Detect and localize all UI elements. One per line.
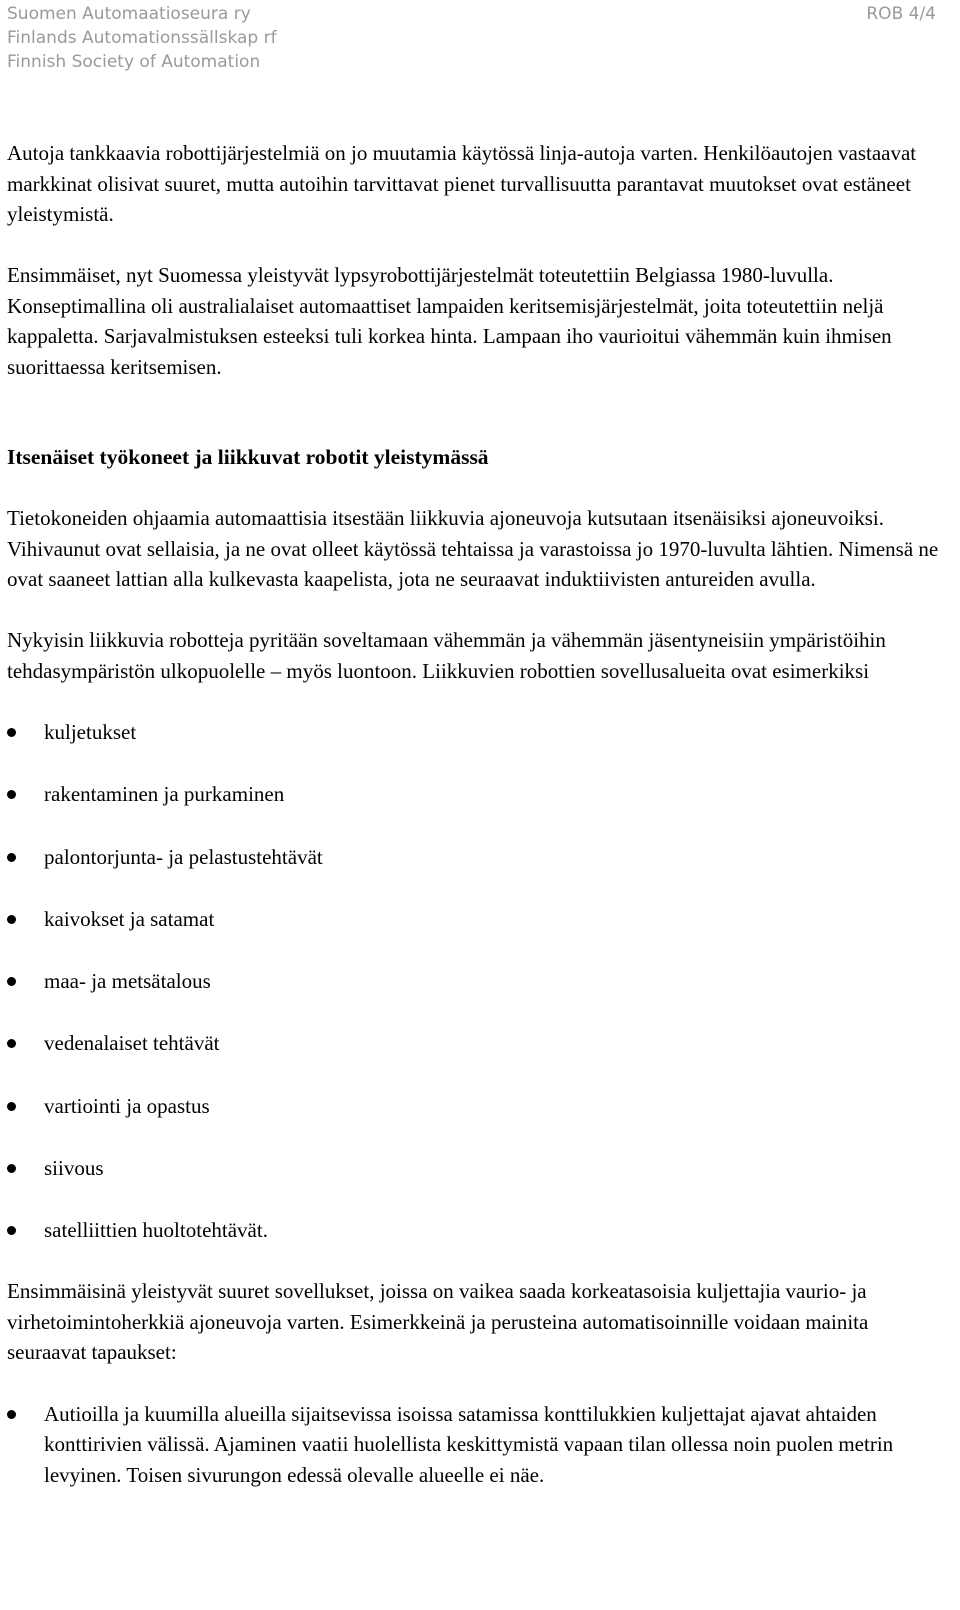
bullet-icon bbox=[7, 915, 16, 924]
bullet-icon bbox=[7, 1102, 16, 1111]
bullet-icon bbox=[7, 1039, 16, 1048]
bullet-icon bbox=[7, 1410, 16, 1419]
page-label: ROB 4/4 bbox=[866, 4, 936, 24]
bullet-icon bbox=[7, 977, 16, 986]
bullet-icon bbox=[7, 790, 16, 799]
paragraph-autonomous-vehicles: Tietokoneiden ohjaamia automaattisia itsestään liikkuvia ajoneuvoja kutsutaan itsenäisiksi ajoneuvoiksi. Vihivaunut ovat sellaisia, ja ne ovat olleet käytössä tehtaissa ja varastoissa jo 1970-luvulta lähtien. Nimensä ne ovat saaneet lattian alla kulkevasta kaapelista, jota ne seuraavat induktiivisten antureiden avulla. bbox=[7, 506, 939, 591]
paragraph-milking-robots: Ensimmäiset, nyt Suomessa yleistyvät lypsyrobottijärjestelmät toteutettiin Belgiassa 1980-luvulla. Konseptimallina oli australialaiset automaattiset lampaiden keritsemisjärjestelmät, joita toteutettiin neljä kappaletta. Sarjavalmistuksen esteeksi tuli korkea hinta. Lampaan iho vaurioitui vähemmän kuin ihmisen suorittaessa keritsemisen. bbox=[7, 263, 892, 379]
bullet-icon bbox=[7, 1164, 16, 1173]
org-name-english: Finnish Society of Automation bbox=[7, 52, 261, 72]
list-item: vartiointi ja opastus bbox=[7, 1091, 947, 1153]
org-name-finnish: Suomen Automaatioseura ry bbox=[7, 4, 251, 24]
bullet-icon bbox=[7, 1226, 16, 1235]
list-item: vedenalaiset tehtävät bbox=[7, 1028, 947, 1090]
paragraph-refueling-robots: Autoja tankkaavia robottijärjestelmiä on jo muutamia käytössä linja-autoja varten. Henkilöautojen vastaavat markkinat olisivat suuret, mutta autoihin tarvittavat pienet turvallisuutta parantavat muutokset ovat estäneet yleistymistä. bbox=[7, 141, 917, 226]
section-heading: Itsenäiset työkoneet ja liikkuvat robotit yleistymässä bbox=[7, 445, 489, 469]
list-item: maa- ja metsätalous bbox=[7, 966, 947, 1028]
document-body bbox=[7, 138, 947, 1490]
application-areas-list bbox=[7, 717, 947, 1246]
list-item: kuljetukset bbox=[7, 717, 947, 779]
list-item: Autioilla ja kuumilla alueilla sijaitsevissa isoissa satamissa konttilukkien kuljettajat ajavat ahtaiden konttirivien välissä. Ajaminen vaatii huolellista keskittymistä vapaan tilan ollessa noin puolen metrin levyinen. Toisen sivurungon edessä olevalle alueelle ei näe. bbox=[7, 1399, 947, 1491]
paragraph-mobile-robots: Nykyisin liikkuvia robotteja pyritään soveltamaan vähemmän ja vähemmän jäsentyneisiin ympäristöihin tehdasympäristön ulkopuolelle – myös luontoon. Liikkuvien robottien sovellusalueita ovat esimerkiksi bbox=[7, 628, 886, 683]
bullet-icon bbox=[7, 853, 16, 862]
organization-header bbox=[7, 2, 277, 74]
list-item: kaivokset ja satamat bbox=[7, 904, 947, 966]
list-item: palontorjunta- ja pelastustehtävät bbox=[7, 842, 947, 904]
list-item: siivous bbox=[7, 1153, 947, 1215]
list-item: satelliittien huoltotehtävät. bbox=[7, 1215, 947, 1246]
list-item: rakentaminen ja purkaminen bbox=[7, 779, 947, 841]
paragraph-first-applications: Ensimmäisinä yleistyvät suuret sovellukset, joissa on vaikea saada korkeatasoisia kuljettajia vaurio- ja virhetoimintoherkkiä ajoneuvoja varten. Esimerkkeinä ja perusteina automatisoinnille voidaan mainita seuraavat tapaukset: bbox=[7, 1279, 869, 1365]
org-name-swedish: Finlands Automationssällskap rf bbox=[7, 28, 277, 48]
cases-list bbox=[7, 1399, 947, 1491]
bullet-icon bbox=[7, 728, 16, 737]
